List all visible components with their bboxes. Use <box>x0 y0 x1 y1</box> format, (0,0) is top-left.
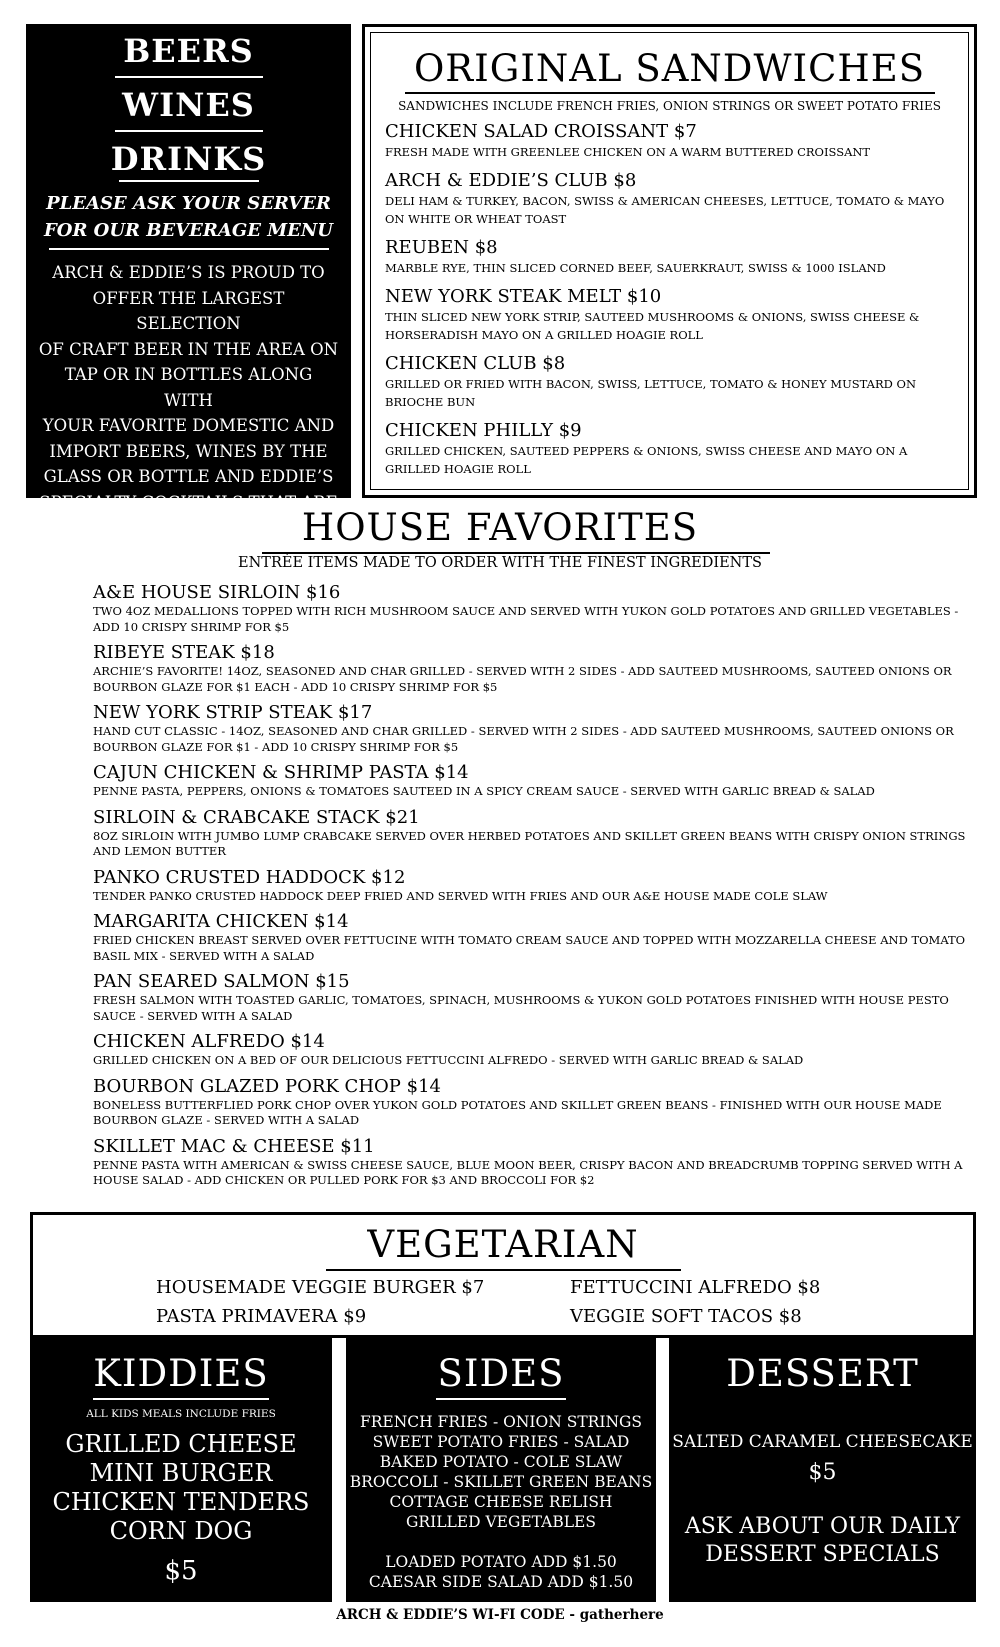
beverage-heading-drinks: DRINKS <box>110 140 267 178</box>
sides-item: BAKED POTATO - COLE SLAW <box>379 1453 623 1471</box>
dessert-item: SALTED CARAMEL CHEESECAKE <box>672 1432 973 1452</box>
vegetarian-section <box>30 1212 976 1338</box>
menu-item <box>93 971 973 1024</box>
menu-item-description: HAND CUT CLASSIC - 14OZ, SEASONED AND CHAR GRILLED - SERVED WITH 2 SIDES - ADD SAUTEED MUSHROOMS, SAUTEED ONIONS OR BOURBON GLAZE FOR $1 - ADD 10 CRISPY SHRIMP FOR $5 <box>93 724 954 754</box>
menu-item-description: FRESH SALMON WITH TOASTED GARLIC, TOMATOES, SPINACH, MUSHROOMS & YUKON GOLD POTATOES FINISHED WITH HOUSE PESTO SAUCE - SERVED WITH A SALAD <box>93 993 949 1023</box>
menu-item-name: CHICKEN ALFREDO $14 <box>93 1031 325 1052</box>
menu-item <box>385 170 954 228</box>
menu-item-name: CHICKEN CLUB $8 <box>385 352 566 374</box>
beverage-heading-beers: BEERS <box>123 32 254 70</box>
menu-item <box>385 121 954 161</box>
menu-item <box>93 642 973 695</box>
beverage-description-line: SPECIALTY COCKTAILS THAT ARE <box>39 492 338 512</box>
kiddies-title: KIDDIES <box>93 1352 269 1395</box>
beverage-heading-wines: WINES <box>122 86 255 124</box>
menu-item-description: DELI HAM & TURKEY, BACON, SWISS & AMERICAN CHEESES, LETTUCE, TOMATO & MAYO ON WHITE OR WHEAT TOAST <box>385 193 945 226</box>
vegetarian-item: FETTUCCINI ALFREDO $8 <box>570 1276 821 1298</box>
dessert-price: $5 <box>808 1460 837 1485</box>
menu-item-description: GRILLED OR FRIED WITH BACON, SWISS, LETTUCE, TOMATO & HONEY MUSTARD ON BRIOCHE BUN <box>385 376 917 409</box>
beverage-description-line: IMPORT BEERS, WINES BY THE <box>49 441 328 461</box>
menu-item-description: GRILLED CHICKEN ON A BED OF OUR DELICIOUS FETTUCCINI ALFREDO - SERVED WITH GARLIC BREAD & SALAD <box>93 1053 804 1067</box>
menu-item-description: FRIED CHICKEN BREAST SERVED OVER FETTUCINE WITH TOMATO CREAM SAUCE AND TOPPED WITH MOZZARELLA CHEESE AND TOMATO BASIL MIX - SERVED WITH A SALAD <box>93 933 966 963</box>
sides-item: SWEET POTATO FRIES - SALAD <box>372 1433 630 1451</box>
sides-item: BROCCOLI - SKILLET GREEN BEANS <box>349 1473 653 1491</box>
menu-item-name: SIRLOIN & CRABCAKE STACK $21 <box>93 806 420 828</box>
divider <box>115 130 263 132</box>
beverage-ask-line-2: FOR OUR BEVERAGE MENU <box>44 220 333 241</box>
menu-item <box>385 353 954 411</box>
house-favorites-title: HOUSE FAVORITES <box>301 506 699 549</box>
beverage-description-line: TAP OR IN BOTTLES ALONG WITH <box>64 365 313 410</box>
kiddies-item: CHICKEN TENDERS <box>52 1488 310 1516</box>
menu-item-name: NEW YORK STEAK MELT $10 <box>385 285 662 307</box>
menu-item-name: BOURBON GLAZED PORK CHOP $14 <box>93 1075 441 1097</box>
divider <box>326 1269 681 1271</box>
sandwiches-title: ORIGINAL SANDWICHES <box>413 47 926 90</box>
sides-item: GRILLED VEGETABLES <box>406 1513 596 1531</box>
menu-item <box>93 911 973 964</box>
vegetarian-item: HOUSEMADE VEGGIE BURGER $7 <box>156 1276 485 1298</box>
menu-item-name: A&E HOUSE SIRLOIN $16 <box>93 582 341 603</box>
divider <box>49 248 329 250</box>
dessert-title: DESSERT <box>726 1352 919 1395</box>
menu-item-description: 8OZ SIRLOIN WITH JUMBO LUMP CRABCAKE SERVED OVER HERBED POTATOES AND SKILLET GREEN BEANS WITH CRISPY ONION STRINGS AND LEMON BUTTER <box>93 828 966 858</box>
menu-item <box>93 582 973 635</box>
menu-item <box>385 286 954 344</box>
divider <box>262 552 770 554</box>
menu-item-description: THIN SLICED NEW YORK STRIP, SAUTEED MUSHROOMS & ONIONS, SWISS CHEESE & HORSERADISH MAYO ON A GRILLED HOAGIE ROLL <box>385 309 920 342</box>
menu-item <box>93 1031 973 1069</box>
house-favorites-subtitle: ENTRÉE ITEMS MADE TO ORDER WITH THE FINEST INGREDIENTS <box>238 555 762 571</box>
divider <box>405 92 935 94</box>
divider <box>436 1398 566 1400</box>
kiddies-item: GRILLED CHEESE <box>65 1430 297 1458</box>
beverage-description-line: GLASS OR BOTTLE AND EDDIE’S <box>43 467 334 486</box>
kiddies-price: $5 <box>164 1556 198 1586</box>
menu-item-name: PANKO CRUSTED HADDOCK $12 <box>93 866 406 888</box>
wifi-code: ARCH & EDDIE’S WI-FI CODE - gatherhere <box>336 1607 664 1623</box>
vegetarian-item: PASTA PRIMAVERA $9 <box>156 1305 367 1327</box>
kiddies-item: CORN DOG <box>109 1517 253 1545</box>
menu-item-description: ARCHIE’S FAVORITE! 14OZ, SEASONED AND CHAR GRILLED - SERVED WITH 2 SIDES - ADD SAUTEED MUSHROOMS, SAUTEED ONIONS OR BOURBON GLAZE FOR $1 EACH - ADD 10 CRISPY SHRIMP FOR $5 <box>93 664 952 694</box>
menu-item <box>93 1136 973 1189</box>
kiddies-item: MINI BURGER <box>89 1459 273 1487</box>
beverage-description-line: YOUR FAVORITE DOMESTIC AND <box>42 416 335 435</box>
vegetarian-item: VEGGIE SOFT TACOS $8 <box>570 1305 802 1327</box>
menu-item-name: RIBEYE STEAK $18 <box>93 642 275 663</box>
sandwiches-inner-border <box>370 32 969 490</box>
menu-item-name: SKILLET MAC & CHEESE $11 <box>93 1135 375 1157</box>
dessert-specials-line-2: DESSERT SPECIALS <box>705 1542 940 1567</box>
menu-item-name: CHICKEN SALAD CROISSANT $7 <box>385 120 697 142</box>
menu-item-name: REUBEN $8 <box>385 236 498 258</box>
beverage-description-line: ARCH & EDDIE’S IS PROUD TO <box>52 263 325 282</box>
menu-item <box>385 420 954 478</box>
sides-item: FRENCH FRIES - ONION STRINGS <box>359 1413 643 1431</box>
menu-item-name: PAN SEARED SALMON $15 <box>93 971 350 992</box>
menu-item-description: BONELESS BUTTERFLIED PORK CHOP OVER YUKON GOLD POTATOES AND SKILLET GREEN BEANS - FINISHED WITH OUR HOUSE MADE BOURBON GLAZE - SERVED WITH A SALAD <box>93 1097 942 1127</box>
menu-item-description: PENNE PASTA WITH AMERICAN & SWISS CHEESE SAUCE, BLUE MOON BEER, CRISPY BACON AND BREADCRUMB TOPPING SERVED WITH A HOUSE SALAD - ADD CHICKEN OR PULLED PORK FOR $3 AND BROCCOLI FOR $2 <box>93 1157 963 1187</box>
menu-item-description: TENDER PANKO CRUSTED HADDOCK DEEP FRIED AND SERVED WITH FRIES AND OUR A&E HOUSE MADE COLE SLAW <box>93 888 828 903</box>
divider <box>119 180 259 182</box>
sides-title: SIDES <box>437 1352 565 1395</box>
dessert-specials-line-1: ASK ABOUT OUR DAILY <box>684 1514 961 1539</box>
sides-addon: CAESAR SIDE SALAD ADD $1.50 <box>368 1573 634 1591</box>
divider <box>93 1398 269 1400</box>
menu-item-name: ARCH & EDDIE’S CLUB $8 <box>385 169 637 191</box>
menu-item <box>93 1076 973 1129</box>
beverage-description <box>26 260 351 541</box>
menu-item-description: FRESH MADE WITH GREENLEE CHICKEN ON A WARM BUTTERED CROISSANT <box>385 144 871 159</box>
beverage-description-line: OFFER THE LARGEST SELECTION <box>92 288 285 333</box>
beverage-panel <box>26 24 351 537</box>
menu-item <box>93 762 973 800</box>
kiddies-note: ALL KIDS MEALS INCLUDE FRIES <box>86 1408 276 1420</box>
sandwiches-section <box>362 24 977 498</box>
sides-panel <box>346 1338 656 1602</box>
menu-item-description: PENNE PASTA, PEPPERS, ONIONS & TOMATOES SAUTEED IN A SPICY CREAM SAUCE - SERVED WITH GARLIC BREAD & SALAD <box>93 784 875 798</box>
kiddies-panel <box>30 1338 332 1602</box>
beverage-description-line: SURE TO PLEASE EVERY TASTE <box>48 518 329 537</box>
menu-item-description: MARBLE RYE, THIN SLICED CORNED BEEF, SAUERKRAUT, SWISS & 1000 ISLAND <box>385 260 886 275</box>
menu-item <box>93 867 973 905</box>
menu-item <box>385 237 954 277</box>
menu-item-description: TWO 4OZ MEDALLIONS TOPPED WITH RICH MUSHROOM SAUCE AND SERVED WITH YUKON GOLD POTATOES AND GRILLED VEGETABLES - ADD 10 CRISPY SHRIMP FOR $5 <box>93 604 959 634</box>
menu-item <box>93 702 973 755</box>
menu-item-name: CHICKEN PHILLY $9 <box>385 419 582 441</box>
divider <box>115 76 263 78</box>
dessert-panel <box>669 1338 976 1602</box>
beverage-description-line: OF CRAFT BEER IN THE AREA ON <box>38 339 339 359</box>
vegetarian-items <box>156 1275 973 1330</box>
sides-item: COTTAGE CHEESE RELISH <box>389 1493 613 1511</box>
menu-item-name: MARGARITA CHICKEN $14 <box>93 911 349 932</box>
menu-item-name: CAJUN CHICKEN & SHRIMP PASTA $14 <box>93 762 469 783</box>
sides-addon: LOADED POTATO ADD $1.50 <box>385 1553 617 1571</box>
vegetarian-title: VEGETARIAN <box>367 1223 639 1266</box>
beverage-ask-line-1: PLEASE ASK YOUR SERVER <box>46 193 331 214</box>
sandwiches-subtitle: SANDWICHES INCLUDE FRENCH FRIES, ONION STRINGS OR SWEET POTATO FRIES <box>398 98 941 113</box>
menu-item-description: GRILLED CHICKEN, SAUTEED PEPPERS & ONIONS, SWISS CHEESE AND MAYO ON A GRILLED HOAGIE ROLL <box>385 443 908 476</box>
menu-item <box>93 807 973 860</box>
menu-item-name: NEW YORK STRIP STEAK $17 <box>93 702 373 723</box>
house-favorites-list <box>93 582 973 1196</box>
